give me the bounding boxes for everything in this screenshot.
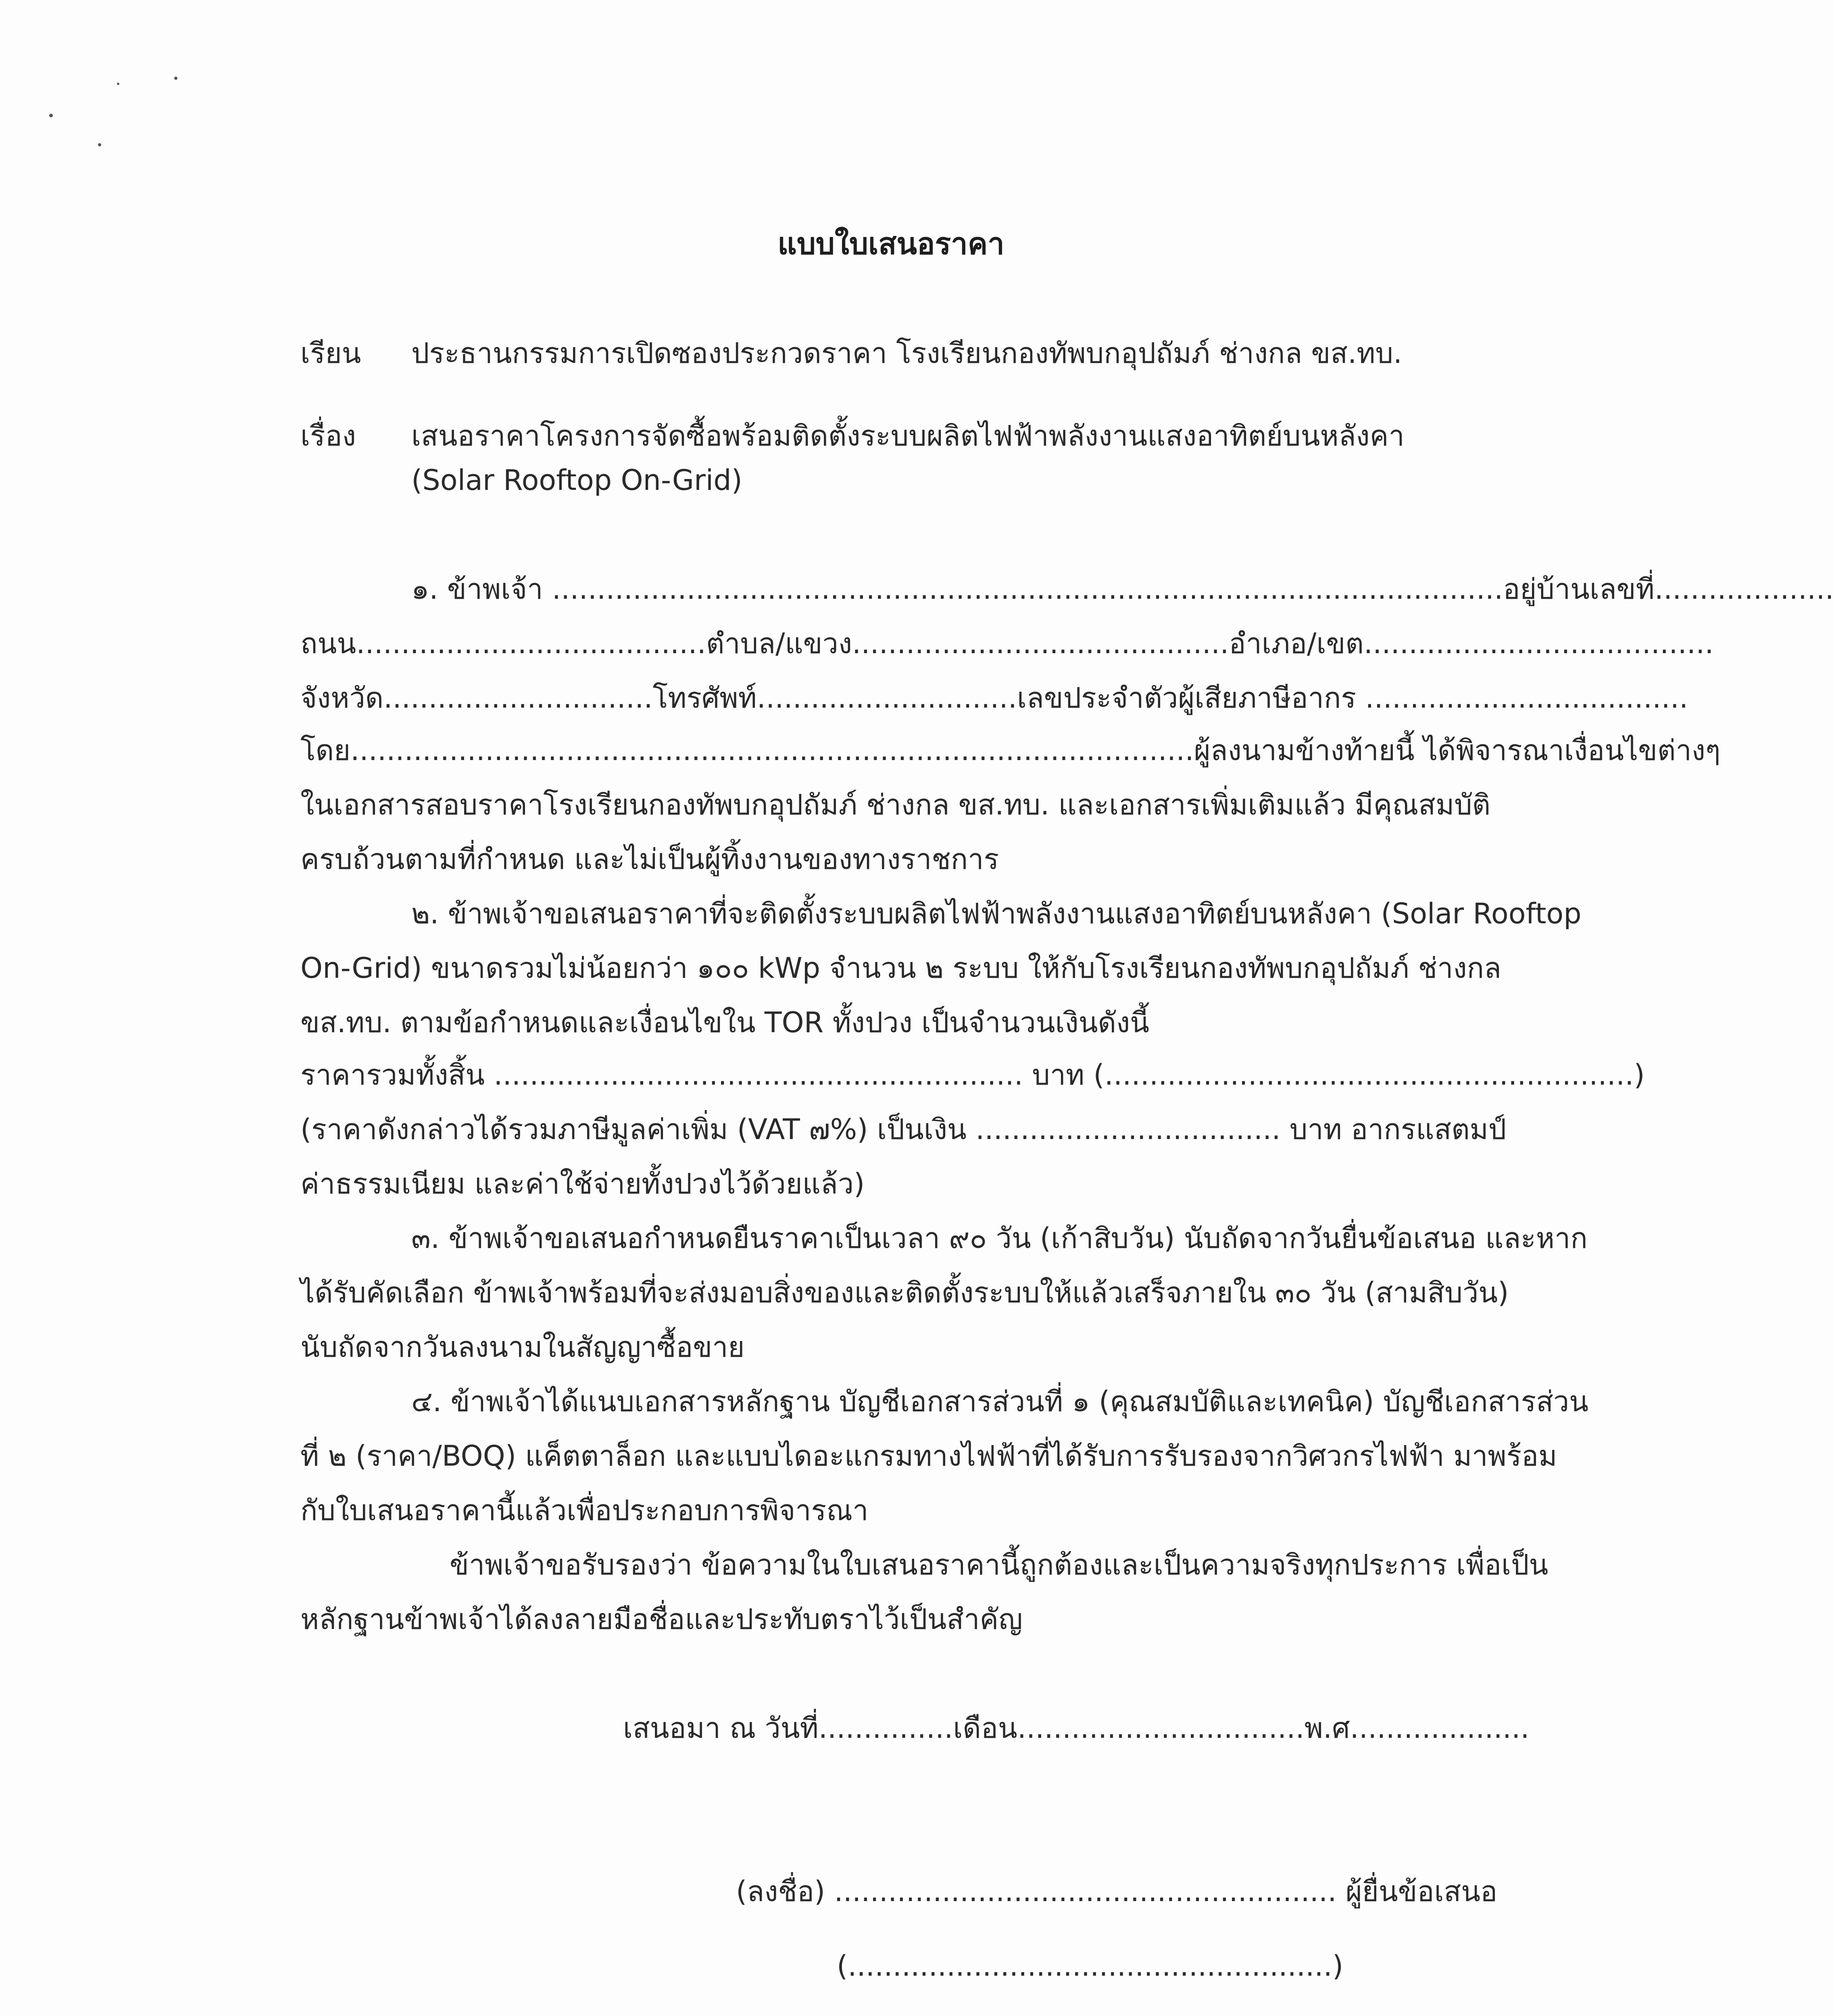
paragraph-2-line-6: ค่าธรรมเนียม และค่าใช้จ่ายทั้งปวงไว้ด้วยแล้ว) — [300, 1167, 865, 1200]
paragraph-2-line-3: ขส.ทบ. ตามข้อกำหนดและเงื่อนไขใน TOR ทั้งปวง เป็นจำนวนเงินดังนี้ — [300, 1006, 1150, 1039]
paragraph-3-line-3: นับถัดจากวันลงนามในสัญญาซื้อขาย — [300, 1331, 745, 1364]
subject-label: เรื่อง — [300, 419, 356, 452]
scan-speck — [49, 114, 53, 117]
paragraph-2-line-4: ราคารวมทั้งสิ้น ........................................................... บาท (...........................................................) — [300, 1058, 1645, 1091]
paragraph-1-line-4: โดย..............................................................................................ผู้ลงนามข้างท้ายนี้ ได้พิจารณาเงื่อนไขต่างๆ — [300, 734, 1721, 767]
certification-line-1: ข้าพเจ้าขอรับรองว่า ข้อความในใบเสนอราคานี้ถูกต้องและเป็นความจริงทุกประการ เพื่อเป็น — [450, 1548, 1548, 1581]
paragraph-3-line-2: ได้รับคัดเลือก ข้าพเจ้าพร้อมที่จะส่งมอบสิ่งของและติดตั้งระบบให้แล้วเสร็จภายใน ๓๐ วัน (สามสิบวัน) — [300, 1276, 1509, 1309]
paragraph-3-line-1: ๓. ข้าพเจ้าขอเสนอกำหนดยืนราคาเป็นเวลา ๙๐ วัน (เก้าสิบวัน) นับถัดจากวันยื่นข้อเสนอ และหาก — [411, 1222, 1588, 1255]
paragraph-2-line-2: On-Grid) ขนาดรวมไม่น้อยกว่า ๑๐๐ kWp จำนวน ๒ ระบบ ให้กับโรงเรียนกองทัพบกอุปถัมภ์ ช่างกล — [300, 952, 1501, 985]
printed-name-line: (......................................................) — [837, 1949, 1344, 1983]
signature-line: (ลงชื่อ) ........................................................ ผู้ยื่นข้อเสนอ — [736, 1875, 1498, 1908]
paragraph-4-line-1: ๔. ข้าพเจ้าได้แนบเอกสารหลักฐาน บัญชีเอกสารส่วนที่ ๑ (คุณสมบัติและเทคนิค) บัญชีเอกสารส่วน — [411, 1385, 1589, 1418]
certification-line-2: หลักฐานข้าพเจ้าได้ลงลายมือชื่อและประทับตราไว้เป็นสำคัญ — [300, 1603, 1023, 1636]
scan-speck — [98, 143, 101, 146]
document-title: แบบใบเสนอราคา — [777, 227, 1005, 261]
paragraph-4-line-3: กับใบเสนอราคานี้แล้วเพื่อประกอบการพิจารณา — [300, 1494, 869, 1527]
scan-speck — [117, 83, 119, 85]
subject-line-2: (Solar Rooftop On-Grid) — [411, 464, 742, 497]
to-text: ประธานกรรมการเปิดซองประกวดราคา โรงเรียนกองทัพบกอุปถัมภ์ ช่างกล ขส.ทบ. — [411, 337, 1403, 370]
paragraph-1-line-6: ครบถ้วนตามที่กำหนด และไม่เป็นผู้ทิ้งงานของทางราชการ — [300, 843, 999, 876]
paragraph-2-line-5: (ราคาดังกล่าวได้รวมภาษีมูลค่าเพิ่ม (VAT ๗%) เป็นเงิน .................................. บาท อากรแสตมป์ — [300, 1113, 1507, 1146]
paragraph-2-line-1: ๒. ข้าพเจ้าขอเสนอราคาที่จะติดตั้งระบบผลิตไฟฟ้าพลังงานแสงอาทิตย์บนหลังคา (Solar Rooftop — [411, 897, 1582, 930]
date-line: เสนอมา ณ วันที่...............เดือน................................พ.ศ.................... — [623, 1712, 1530, 1745]
subject-line-1: เสนอราคาโครงการจัดซื้อพร้อมติดตั้งระบบผลิตไฟฟ้าพลังงานแสงอาทิตย์บนหลังคา — [411, 419, 1405, 452]
paragraph-1-line-3: จังหวัด..............................โทรศัพท์.............................เลขประจำตัวผู้เสียภาษีอากร .................................... — [300, 681, 1688, 714]
paragraph-4-line-2: ที่ ๒ (ราคา/BOQ) แค็ตตาล็อก และแบบไดอะแกรมทางไฟฟ้าที่ได้รับการรับรองจากวิศวกรไฟฟ้า มาพร้อม — [300, 1439, 1557, 1472]
paragraph-1-line-2: ถนน.......................................ตำบล/แขวง..........................................อำเภอ/เขต....................................... — [300, 627, 1714, 660]
paragraph-1-line-5: ในเอกสารสอบราคาโรงเรียนกองทัพบกอุปถัมภ์ ช่างกล ขส.ทบ. และเอกสารเพิ่มเติมแล้ว มีคุณสมบัติ — [300, 788, 1491, 821]
paragraph-1-line-1: ๑. ข้าพเจ้า ..........................................................................................................อยู่บ้านเลขที่.................... — [411, 573, 1834, 606]
scan-speck — [174, 77, 177, 80]
to-label: เรียน — [300, 337, 361, 370]
